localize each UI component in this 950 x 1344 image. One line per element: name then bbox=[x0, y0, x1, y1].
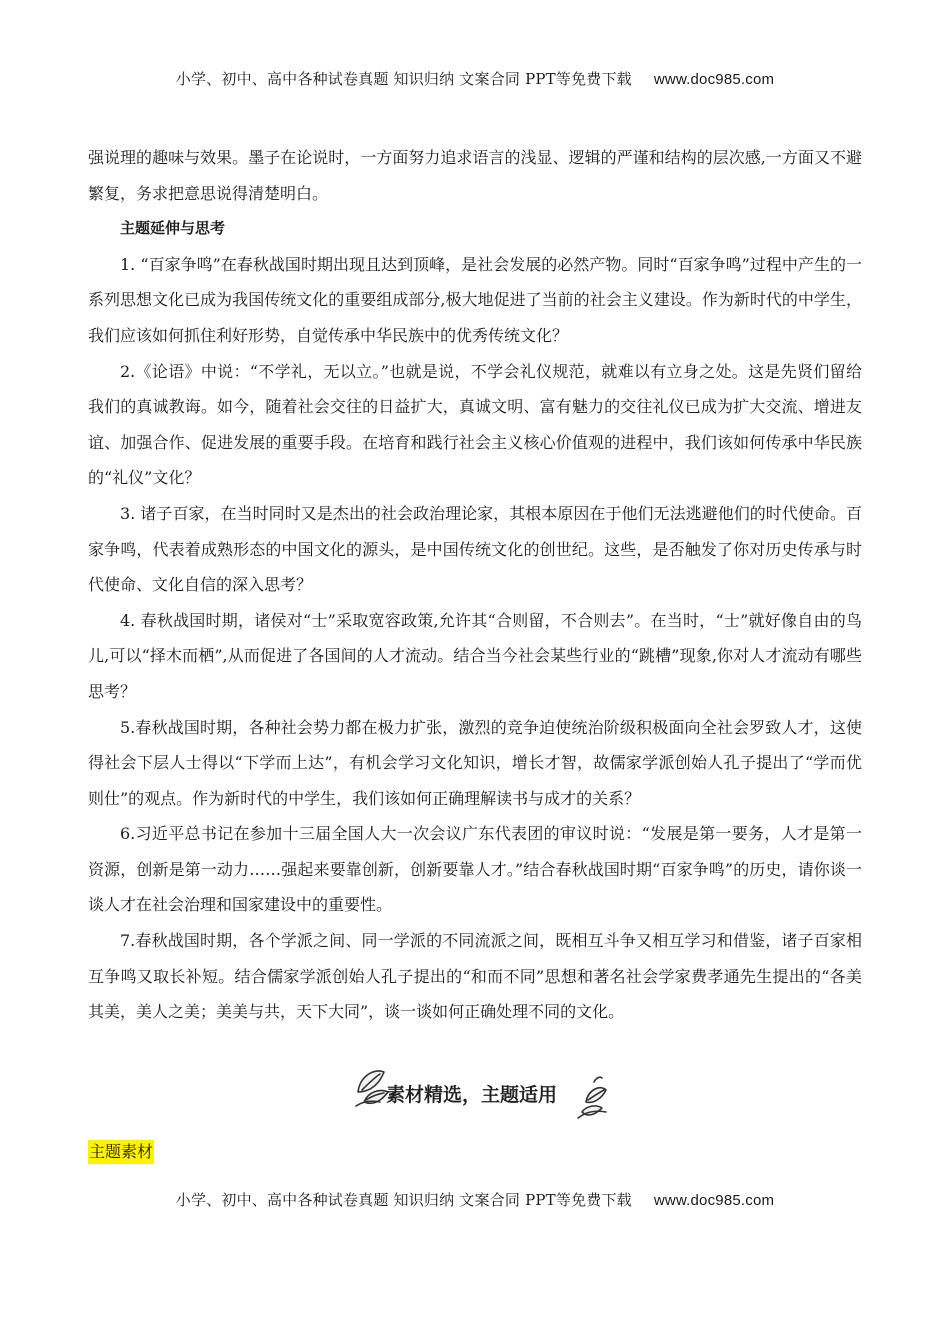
page-header bbox=[0, 68, 950, 89]
question-4: 4. 春秋战国时期，诸侯对“士”采取宽容政策,允许其“合则留，不合则去”。在当时，“士”就好像自由的鸟儿,可以“择木而栖”,从而促进了各国间的人才流动。结合当今社会某些行业的“跳槽”现象,你对人才流动有哪些思考？ bbox=[88, 610, 862, 701]
question-7: 7.春秋战国时期，各个学派之间、同一学派的不同流派之间，既相互斗争又相互学习和借鉴，诸子百家相互争鸣又取长补短。结合儒家学派创始人孔子提出的“和而不同”思想和著名社会学家费孝通先生提出的“各美其美，美人之美；美美与共，天下大同”，谈一谈如何正确处理不同的文化。 bbox=[88, 931, 862, 1022]
footer-site-link[interactable]: www.doc985.com bbox=[653, 1192, 775, 1209]
footer-text: 小学、初中、高中各种试卷真题 知识归纳 文案合同 PPT等免费下载 bbox=[175, 1191, 632, 1209]
section-banner bbox=[350, 1062, 610, 1126]
intro-paragraph: 强说理的趣味与效果。墨子在论说时，一方面努力追求语言的浅显、逻辑的严谨和结构的层次感,一方面又不避繁复，务求把意思说得清楚明白。 bbox=[88, 148, 862, 203]
question-2: 2.《论语》中说：“不学礼，无以立。”也就是说，不学会礼仪规范，就难以有立身之处。这是先贤们留给我们的真诚教诲。如今，随着社会交往的日益扩大，真诚文明、富有魅力的交往礼仪已成为扩大交流、增进友谊、加强合作、促进发展的重要手段。在培育和践行社会主义核心价值观的进程中，我们该如何传承中华民族的“礼仪”文化？ bbox=[88, 361, 862, 488]
highlight-tag: 主题素材 bbox=[88, 1140, 154, 1164]
question-1: 1. “百家争鸣”在春秋战国时期出现且达到顶峰，是社会发展的必然产物。同时“百家争鸣”过程中产生的一系列思想文化已成为我国传统文化的重要组成部分,极大地促进了当前的社会主义建设。作为新时代的中学生，我们应该如何抓住利好形势，自觉传承中华民族中的优秀传统文化？ bbox=[88, 254, 862, 345]
header-text: 小学、初中、高中各种试卷真题 知识归纳 文案合同 PPT等免费下载 bbox=[175, 70, 632, 88]
question-3: 3. 诸子百家，在当时同时又是杰出的社会政治理论家，其根本原因在于他们无法逃避他们的时代使命。百家争鸣，代表着成熟形态的中国文化的源头，是中国传统文化的创世纪。这些，是否触发了你对历史传承与时代使命、文化自信的深入思考？ bbox=[88, 503, 862, 595]
question-6: 6.习近平总书记在参加十三届全国人大一次会议广东代表团的审议时说：“发展是第一要务，人才是第一资源，创新是第一动力……强起来要靠创新，创新要靠人才。”结合春秋战国时期“百家争鸣”的历史，请你谈一谈人才在社会治理和国家建设中的重要性。 bbox=[88, 824, 862, 915]
banner-title: 素材精选，主题适用 bbox=[386, 1084, 558, 1106]
header-site-link[interactable]: www.doc985.com bbox=[653, 71, 775, 88]
document-body bbox=[88, 140, 862, 1030]
page-footer bbox=[0, 1189, 950, 1210]
question-5: 5.春秋战国时期，各种社会势力都在极力扩张，激烈的竞争迫使统治阶级积极面向全社会罗致人才，这使得社会下层人士得以“下学而上达”，有机会学习文化知识，增长才智，故儒家学派创始人孔子提出了“学而优则仕”的观点。作为新时代的中学生，我们该如何正确理解读书与成才的关系？ bbox=[88, 717, 862, 808]
section-title: 主题延伸与思考 bbox=[120, 219, 226, 238]
